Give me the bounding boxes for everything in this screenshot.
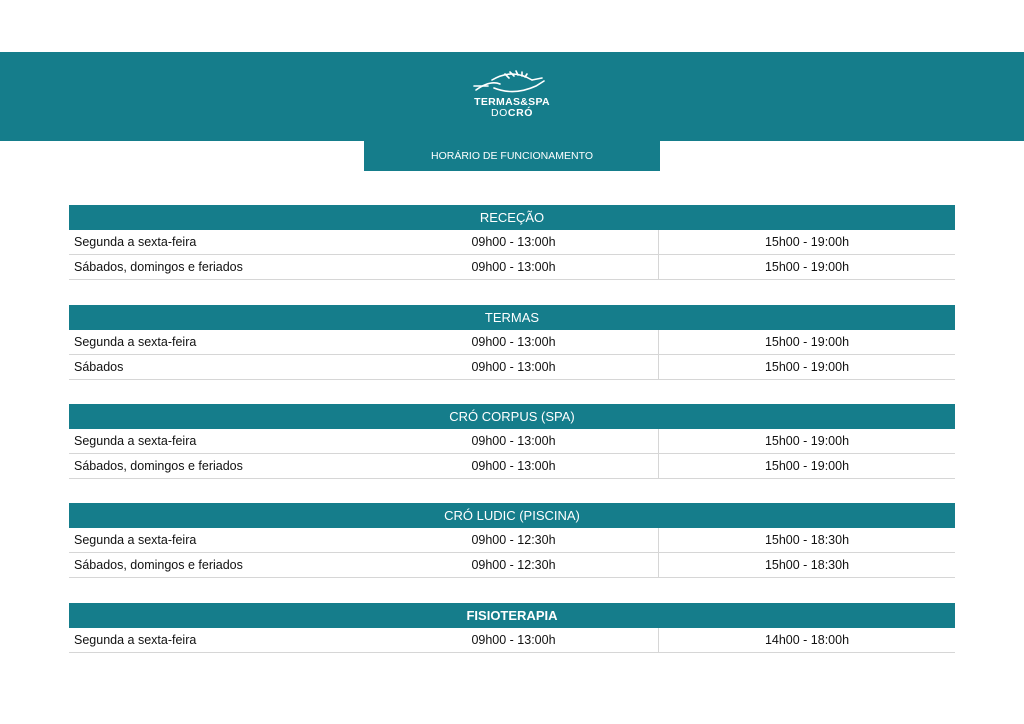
morning-hours-cell: 09h00 - 12:30h	[369, 553, 659, 577]
termas-spa-do-cro-logo	[452, 66, 572, 132]
afternoon-hours-cell: 15h00 - 19:00h	[764, 434, 850, 448]
section-header: FISIOTERAPIA	[69, 603, 955, 628]
day-cell: Segunda a sexta-feira	[74, 633, 197, 647]
afternoon-hours-cell: 15h00 - 19:00h	[764, 335, 850, 349]
day-cell: Segunda a sexta-feira	[74, 335, 197, 349]
logo-subtitle	[452, 108, 572, 119]
afternoon-hours-cell: 15h00 - 18:30h	[764, 558, 850, 572]
day-cell: Sábados, domingos e feriados	[74, 260, 243, 274]
schedule-row	[69, 528, 955, 553]
morning-hours-cell: 09h00 - 13:00h	[369, 429, 659, 453]
morning-hours-cell: 09h00 - 12:30h	[369, 528, 659, 552]
section-header: TERMAS	[69, 305, 955, 330]
schedule-row	[69, 230, 955, 255]
logo-subtitle-name: CRÓ	[507, 107, 534, 119]
page-subtitle: HORÁRIO DE FUNCIONAMENTO	[364, 141, 660, 171]
afternoon-hours-cell: 14h00 - 18:00h	[764, 633, 850, 647]
spa-bath-icon	[470, 66, 554, 94]
section-header: CRÓ LUDIC (PISCINA)	[69, 503, 955, 528]
morning-hours-cell: 09h00 - 13:00h	[369, 628, 659, 652]
section-fisioterapia	[69, 603, 955, 653]
logo-title: TERMAS&SPA	[474, 96, 550, 108]
schedule-row	[69, 454, 955, 479]
schedule-row	[69, 255, 955, 280]
morning-hours-cell: 09h00 - 13:00h	[369, 255, 659, 279]
schedule-row	[69, 553, 955, 578]
day-cell: Sábados, domingos e feriados	[74, 459, 243, 473]
schedule-row	[69, 628, 955, 653]
afternoon-hours-cell: 15h00 - 19:00h	[764, 360, 850, 374]
day-cell: Segunda a sexta-feira	[74, 434, 197, 448]
day-cell: Sábados, domingos e feriados	[74, 558, 243, 572]
schedule-row	[69, 429, 955, 454]
afternoon-hours-cell: 15h00 - 19:00h	[764, 459, 850, 473]
section-header: RECEÇÃO	[69, 205, 955, 230]
day-cell: Sábados	[74, 360, 124, 374]
schedule-row	[69, 330, 955, 355]
section-cro-ludic	[69, 503, 955, 578]
afternoon-hours-cell: 15h00 - 18:30h	[764, 533, 850, 547]
day-cell: Segunda a sexta-feira	[74, 533, 197, 547]
section-rececao	[69, 205, 955, 280]
day-cell: Segunda a sexta-feira	[74, 235, 197, 249]
morning-hours-cell: 09h00 - 13:00h	[369, 355, 659, 379]
morning-hours-cell: 09h00 - 13:00h	[369, 230, 659, 254]
morning-hours-cell: 09h00 - 13:00h	[369, 454, 659, 478]
afternoon-hours-cell: 15h00 - 19:00h	[764, 235, 850, 249]
morning-hours-cell: 09h00 - 13:00h	[369, 330, 659, 354]
section-header: CRÓ CORPUS (SPA)	[69, 404, 955, 429]
section-termas	[69, 305, 955, 380]
schedule-row	[69, 355, 955, 380]
section-cro-corpus	[69, 404, 955, 479]
logo-subtitle-prefix: DO	[490, 107, 508, 119]
afternoon-hours-cell: 15h00 - 19:00h	[764, 260, 850, 274]
